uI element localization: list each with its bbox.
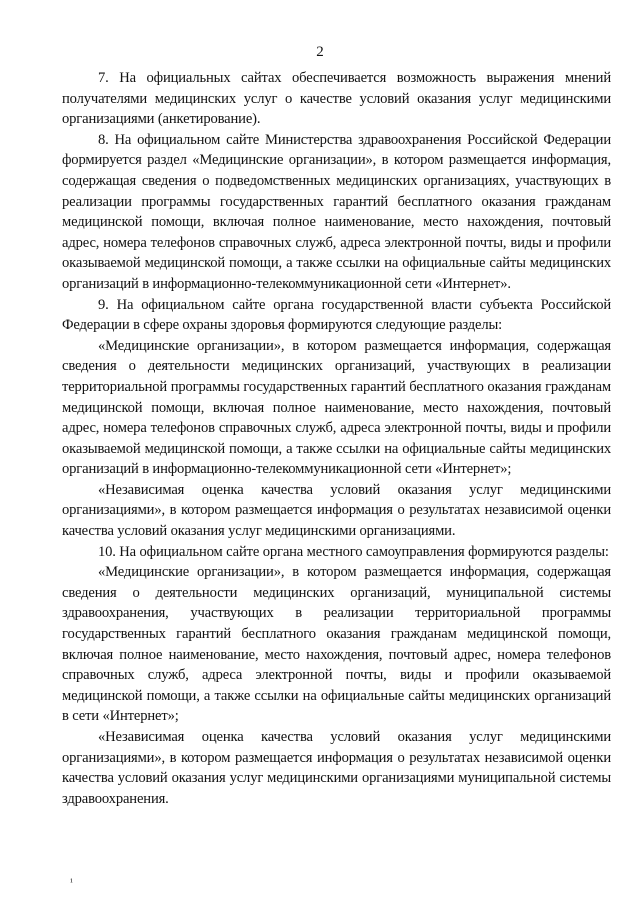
paragraph-9-section-medical-organizations: «Медицинские организации», в котором размещается информация, содержащая сведения о деятельности медицинских организаций, участвующих в реализации территориальной программы государственных гарантий бесплатного оказания гражданам медицинской помощи, включая полное наименование, место нахождения, почтовый адрес, номера телефонов справочных служб, адреса электронной почты, виды и профили оказываемой медицинской помощи, а также ссылки на официальные сайты медицинских организаций в информационно-телекоммуникационной сети «Интернет»; — [62, 337, 611, 478]
footer-mark: ¹ — [70, 877, 73, 888]
document-body — [62, 68, 611, 809]
paragraph-7: 7. На официальных сайтах обеспечивается возможность выражения мнений получателями медицинских услуг о качестве условий оказания услуг медицинскими организациями (анкетирование). — [62, 70, 611, 128]
page-number: 2 — [316, 44, 324, 60]
paragraph-10-section-medical-organizations: «Медицинские организации», в котором размещается информация, содержащая сведения о деятельности медицинских организаций, муниципальной системы здравоохранения, участвующих в реализации территориальной программы государственных гарантий бесплатного оказания гражданам медицинской помощи, включая полное наименование, место нахождения, почтовый адрес, номера телефонов справочных служб, адреса электронной почты, виды и профили оказываемой медицинской помощи, а также ссылки на официальные сайты медицинских организаций в сети «Интернет»; — [62, 564, 611, 725]
paragraph-10: 10. На официальном сайте органа местного самоуправления формируются разделы: — [98, 543, 609, 560]
paragraph-9-section-independent-assessment: «Независимая оценка качества условий оказания услуг медицинскими организациями», в котором размещается информация о результатах независимой оценки качества условий оказания услуг медицинскими организациями. — [62, 481, 611, 540]
paragraph-9: 9. На официальном сайте органа государственной власти субъекта Российской Федерации в сфере охраны здоровья формируются следующие разделы: — [62, 296, 611, 334]
paragraph-10-section-independent-assessment: «Независимая оценка качества условий оказания услуг медицинскими организациями», в котором размещается информация о результатах независимой оценки качества условий оказания услуг медицинскими организациями муниципальной системы здравоохранения. — [62, 729, 611, 807]
paragraph-8: 8. На официальном сайте Министерства здравоохранения Российской Федерации формируется раздел «Медицинские организации», в котором размещается информация, содержащая сведения о подведомственных медицинских организациях, участвующих в реализации программы государственных гарантий бесплатного оказания гражданам медицинской помощи, включая полное наименование, место нахождения, почтовый адрес, номера телефонов справочных служб, адреса электронной почты, виды и профили оказываемой медицинской помощи, а также ссылки на официальные сайты медицинских организаций в информационно-телекоммуникационной сети «Интернет». — [62, 131, 611, 292]
